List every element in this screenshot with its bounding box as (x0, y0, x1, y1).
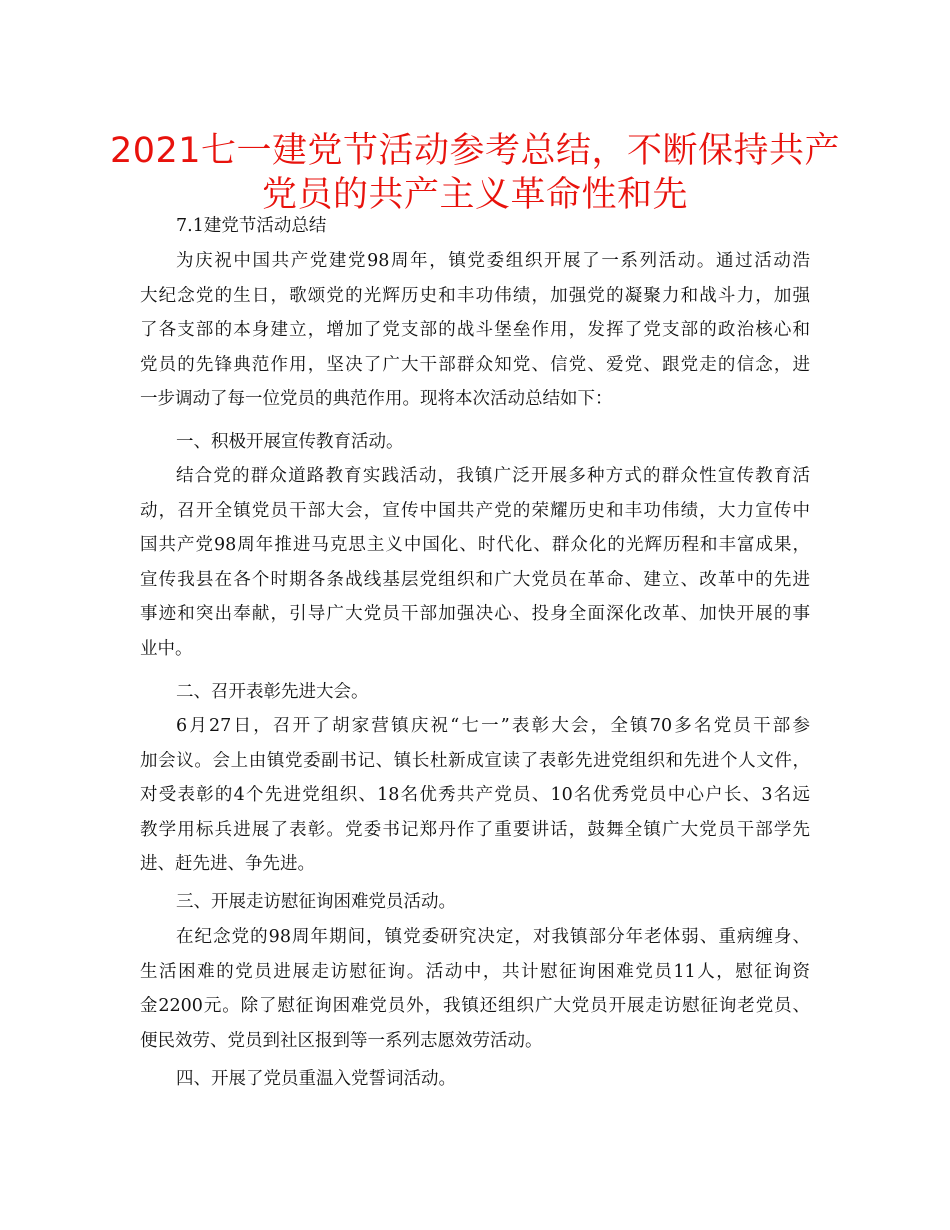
section-1-line: 动，召开全镇党员干部大会，宣传中国共产党的荣耀历史和丰功伟绩，大力宣传中 (140, 500, 810, 521)
section-3-line: 金2200元。除了慰征询困难党员外，我镇还组织广大党员开展走访慰征询老党员、 (140, 996, 810, 1016)
section-3-paragraph (140, 920, 810, 1058)
section-1-line: 业中。 (140, 638, 193, 659)
document-title-line-2: 党员的共产主义革命性和先 (261, 175, 688, 215)
section-2-line: 进、赶先进、争先进。 (140, 854, 315, 874)
section-2-line: 6月27日，召开了胡家营镇庆祝“七一”表彰大会，全镇70多名党员干部参 (176, 716, 810, 736)
intro-line: 为庆祝中国共产党建党98周年，镇党委组织开展了一系列活动。通过活动浩 (176, 251, 810, 271)
section-3-line: 便民效劳、党员到社区报到等一系列志愿效劳活动。 (140, 1030, 543, 1051)
section-2-line: 教学用标兵进展了表彰。党委书记郑丹作了重要讲话，鼓舞全镇广大党员干部学先 (140, 819, 810, 840)
intro-line: 一步调动了每一位党员的典范作用。现将本次活动总结如下： (140, 389, 613, 409)
intro-line: 党员的先锋典范作用，坚决了广大干部群众知党、信党、爱党、跟党走的信念，进 (140, 354, 810, 375)
document-subtitle: 7.1建党节活动总结 (176, 216, 327, 236)
intro-line: 大纪念党的生日，歌颂党的光辉历史和丰功伟绩，加强党的凝聚力和战斗力，加强 (140, 285, 810, 306)
section-1-line: 宣传我县在各个时期各条战线基层党组织和广大党员在革命、建立、改革中的先进 (140, 569, 810, 590)
section-1-paragraph (140, 459, 810, 666)
section-2-paragraph (140, 709, 810, 882)
section-1-line: 国共产党98周年推进马克思主义中国化、时代化、群众化的光辉历程和丰富成果， (140, 535, 810, 555)
section-3-heading: 三、开展走访慰征询困难党员活动。 (176, 892, 456, 912)
section-2-heading: 二、召开表彰先进大会。 (176, 682, 369, 702)
section-2-line: 加会议。会上由镇党委副书记、镇长杜新成宣读了表彰先进党组织和先进个人文件， (140, 750, 810, 771)
intro-paragraph (140, 244, 810, 417)
intro-line: 了各支部的本身建立，增加了党支部的战斗堡垒作用，发挥了党支部的政治核心和 (140, 320, 810, 340)
section-1-line: 结合党的群众道路教育实践活动，我镇广泛开展多种方式的群众性宣传教育活 (176, 466, 810, 486)
document-title-line-1: 2021七一建党节活动参考总结，不断保持共产 (109, 131, 841, 171)
section-1-heading: 一、积极开展宣传教育活动。 (176, 432, 404, 452)
section-1-line: 事迹和突出奉献，引导广大党员干部加强决心、投身全面深化改革、加快开展的事 (140, 604, 810, 624)
section-4-heading: 四、开展了党员重温入党誓词活动。 (176, 1069, 456, 1089)
section-2-line: 对受表彰的4个先进党组织、18名优秀共产党员、10名优秀党员中心户长、3名远 (140, 785, 810, 805)
section-3-line: 生活困难的党员进展走访慰征询。活动中，共计慰征询困难党员11人，慰征询资 (140, 961, 810, 982)
section-3-line: 在纪念党的98周年期间，镇党委研究决定，对我镇部分年老体弱、重病缠身、 (176, 927, 810, 947)
